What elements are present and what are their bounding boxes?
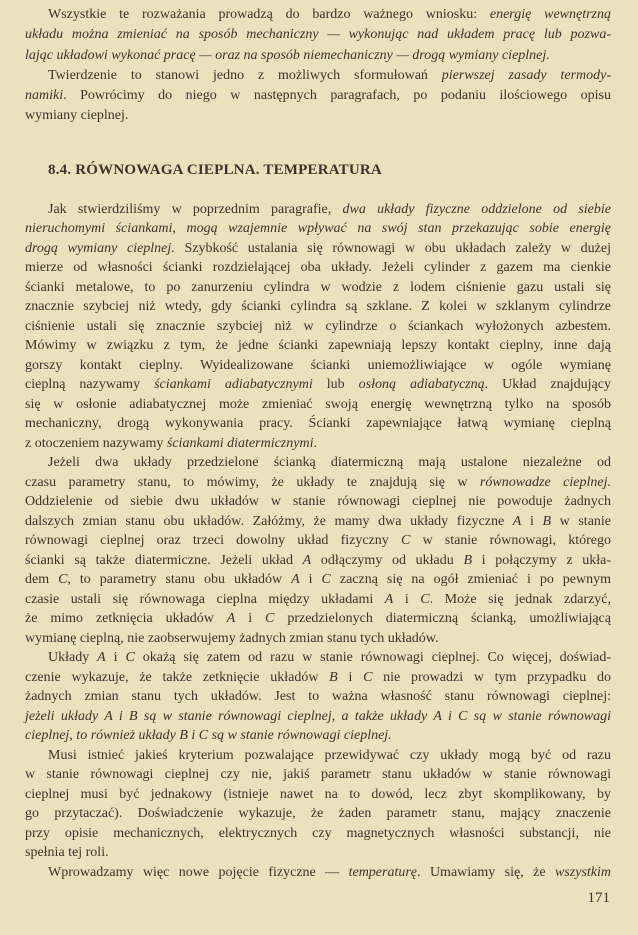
text: Twierdzenie to stanowi jedno z możliwych sformułowań (48, 67, 442, 83)
paragraph (25, 648, 611, 746)
text-line (25, 46, 611, 66)
paragraph (25, 863, 611, 883)
text: i (521, 513, 543, 529)
text: ścianki metalowe, to po zanurzeniu cylindra w wodzie z lodem ciśnienie gazu ustali się (25, 279, 611, 295)
text-line (25, 395, 611, 415)
text: Wprowadzamy więc nowe pojęcie fizyczne — (48, 864, 349, 880)
italic-text: lając układowi wykonać pracę — oraz na sposób niemechaniczny — drogą wymiany cieplnej. (25, 47, 550, 63)
section-body (25, 200, 611, 883)
text: w stanie równowagi, którego (410, 533, 611, 549)
text: . (313, 435, 317, 451)
italic-text: osłoną adiabatyczną (358, 377, 485, 393)
text: przy opisie mechanicznych, elektrycznych czy magnetycznych własności substancji, nie (25, 825, 611, 841)
italic-text: C (125, 650, 135, 666)
text-line (25, 609, 611, 629)
book-page (25, 5, 611, 882)
text-line (25, 219, 611, 239)
text: i połączymy z ukła- (472, 552, 611, 568)
paragraph (25, 66, 611, 127)
paragraph (25, 200, 611, 454)
italic-text: B (542, 513, 552, 529)
text-line (25, 278, 611, 298)
text: wymiany cieplnej. (25, 108, 129, 124)
text-line (25, 356, 611, 376)
text: się w osłonie adiabatycznej może zmieniać swoją energię wewnętrzną tylko na sposób (25, 396, 611, 412)
text-line (25, 239, 611, 259)
text: cieplnej musi być jednakowy (istnieje nawet na to dowód, lecz zbyt skomplikowany, by (25, 786, 611, 802)
text-line (25, 687, 611, 707)
italic-text: ściankami adiabatycznymi (154, 377, 313, 393)
text: przedzielonych diatermiczną ścianką, umożliwiającą (274, 611, 611, 627)
text: czenie wykazuje, że także zetknięcie układów (25, 669, 330, 685)
text: w stanie (551, 513, 612, 529)
text: i (105, 650, 126, 666)
text-line (25, 492, 611, 512)
text: i (299, 572, 322, 588)
text-line (25, 648, 611, 668)
text-line (25, 297, 611, 317)
text: Jeżeli dwa układy przedzielone ścianką diatermiczną mają ustalone niezależne od (48, 455, 611, 471)
text: żadnych zmian stanu tych układów. Jest to ważna własność stanu równowagi cieplnej: (25, 689, 611, 705)
italic-text: nieruchomymi ściankami, mogą wzajemnie wpływać na swój stan przekazując sobie energię (25, 221, 611, 237)
italic-text: B (463, 552, 472, 568)
text: Układy (48, 650, 98, 666)
text: Musi istnieć jakieś kryterium pozwalające przewidywać czy układy mogą być od razu (48, 747, 611, 763)
text: równowagi cieplnej oraz trzeci dowolny układ fizyczny (25, 533, 401, 549)
italic-text: C (400, 533, 411, 549)
paragraph (25, 746, 611, 863)
italic-text: A (291, 572, 300, 588)
text-line (25, 629, 611, 649)
text: Mówimy w związku z tym, że jedne ścianki zapewniają lepszy kontakt cieplny, inne dają (25, 338, 611, 354)
italic-text: C (321, 572, 331, 588)
italic-text: A (302, 552, 312, 568)
italic-text: cieplnej, to również układy B i C są w stanie równowagi cieplnej. (25, 728, 392, 744)
text: lub (312, 377, 359, 393)
italic-text: układu można zmieniać na sposób mechaniczny — wykonując nad układem pracę lub pozwa- (25, 27, 611, 43)
paragraph (25, 5, 611, 66)
text-line (25, 106, 611, 126)
text: odłączymy od układu (311, 552, 464, 568)
text-line (25, 668, 611, 688)
italic-text: energię wewnętrzną (489, 7, 611, 22)
text-line (25, 86, 611, 106)
paragraph (25, 453, 611, 648)
text: dem (25, 572, 59, 588)
italic-text: A (97, 650, 106, 666)
text: , to parametry stanu obu układów (67, 572, 292, 588)
text: dalszych zmian stanu obu układów. Załóżmy, że mamy dwa układy fizyczne (25, 513, 513, 529)
text-line (25, 590, 611, 610)
text-line (25, 843, 611, 863)
text-line (25, 453, 611, 473)
italic-text: drogą wymiany cieplnej. (25, 240, 175, 256)
text: . Może się jednak zdarzyć, (429, 591, 611, 607)
text: go przytaczać). Doświadczenie wykazuje, że żaden parametr stanu, mający znaczenie (25, 806, 611, 822)
text-line (25, 824, 611, 844)
italic-text: dwa układy fizyczne oddzielone od siebie (342, 201, 611, 217)
text: znacznie szybciej niż wtedy, gdy ścianki cylindra są szklane. Z kolei w szklanym cylindrze (25, 299, 611, 315)
text-line (25, 707, 611, 727)
text: w stanie równowagi cieplnej czy nie, jakiś parametr stanu układów w stanie równowagi (25, 767, 611, 783)
italic-text: wszystkim (555, 864, 611, 880)
text-line (25, 5, 611, 25)
text-line (25, 746, 611, 766)
italic-text: namiki (25, 88, 64, 104)
text: cieplną nazywamy (25, 377, 155, 393)
italic-text: A (384, 591, 394, 607)
text: gorszy kontakt cieplny. Wyidealizowane ścianki uniemożliwiające w ogóle wymianę (25, 357, 611, 373)
text: Oddzielenie od siebie dwu układów w stanie równowagi cieplnej nie powoduje żadnych (25, 494, 611, 510)
italic-text: B (329, 669, 338, 685)
text: ścianki są także diatermiczne. Jeżeli układ (25, 552, 303, 568)
text-line (25, 570, 611, 590)
italic-text: C (58, 572, 68, 588)
intro-paragraphs (25, 5, 611, 127)
italic-text: A (226, 611, 236, 627)
italic-text: temperaturę (348, 864, 418, 880)
text: mechaniczny, drogą wykonywania pracy. Ścianki zapewniające łatwą wymianę cieplną (25, 416, 611, 432)
text-line (25, 317, 611, 337)
text: . Układ znajdujący (484, 377, 611, 393)
text: i (235, 611, 266, 627)
text: czasie ustali się równowaga cieplna między układami (25, 591, 385, 607)
text: mierze od własności ścianki rozdzielającej oba układy. Jeżeli cylinder z gazem ma cienkie (25, 260, 611, 276)
text: wymianę cieplną, nie zaobserwujemy żadnych zmian stanu tych układów. (25, 630, 439, 646)
text: czasu parametry stanu, to mówimy, że układy te znajdują się w (25, 474, 480, 490)
text: ciśnienie ustali się znacznie szybciej niż w cylindrze o ściankach wyłożonych azbestem. (25, 318, 611, 334)
text: zaczną się na ogół zmieniać i po pewnym (330, 572, 612, 588)
text: Jak stwierdziliśmy w poprzednim paragrafie, (48, 201, 343, 217)
text: nie prowadzi w tym przypadku do (372, 669, 611, 685)
text-line (25, 25, 611, 45)
text-line (25, 200, 611, 220)
text: że mimo zetknięcia układów (25, 611, 227, 627)
italic-text: C (265, 611, 275, 627)
text: spełnia tej roli. (25, 845, 109, 861)
italic-text: C (363, 669, 373, 685)
italic-text: jeżeli układy A i B są w stanie równowagi cieplnej, a także układy A i C są w stanie równowagi (25, 708, 611, 724)
section-heading: 8.4. RÓWNOWAGA CIEPLNA. TEMPERATURA (48, 161, 382, 178)
text-line (25, 414, 611, 434)
text-line (25, 551, 611, 571)
italic-text: ściankami diatermicznymi (166, 435, 314, 451)
italic-text: A (512, 513, 522, 529)
italic-text: pierwszej zasady termody- (441, 67, 611, 83)
text-line (25, 336, 611, 356)
text-line (25, 726, 611, 746)
text-line (25, 804, 611, 824)
text-line (25, 434, 611, 454)
text: Szybkość ustalania się równowagi w obu układach zależy w dużej (174, 240, 611, 256)
text: z otoczeniem nazywamy (25, 435, 167, 451)
text-line (25, 473, 611, 493)
text-line (25, 531, 611, 551)
text: i (393, 591, 421, 607)
text-line (25, 765, 611, 785)
italic-text: równowadze cieplnej. (479, 474, 611, 490)
text-line (25, 512, 611, 532)
text: okażą się zatem od razu w stanie równowagi cieplnej. Co więcej, doświad- (134, 650, 612, 666)
text: Wszystkie te rozważania prowadzą do bardzo ważnego wniosku: (48, 7, 490, 22)
text-line (25, 66, 611, 86)
text-line (25, 863, 611, 883)
italic-text: C (420, 591, 430, 607)
text-line (25, 785, 611, 805)
page-number: 171 (587, 890, 610, 906)
text-line (25, 375, 611, 395)
text-line (25, 258, 611, 278)
text: . Powrócimy do niego w następnych paragrafach, po podaniu ilościowego opisu (63, 88, 611, 104)
text: i (337, 669, 364, 685)
text: . Umawiamy się, że (417, 864, 555, 880)
